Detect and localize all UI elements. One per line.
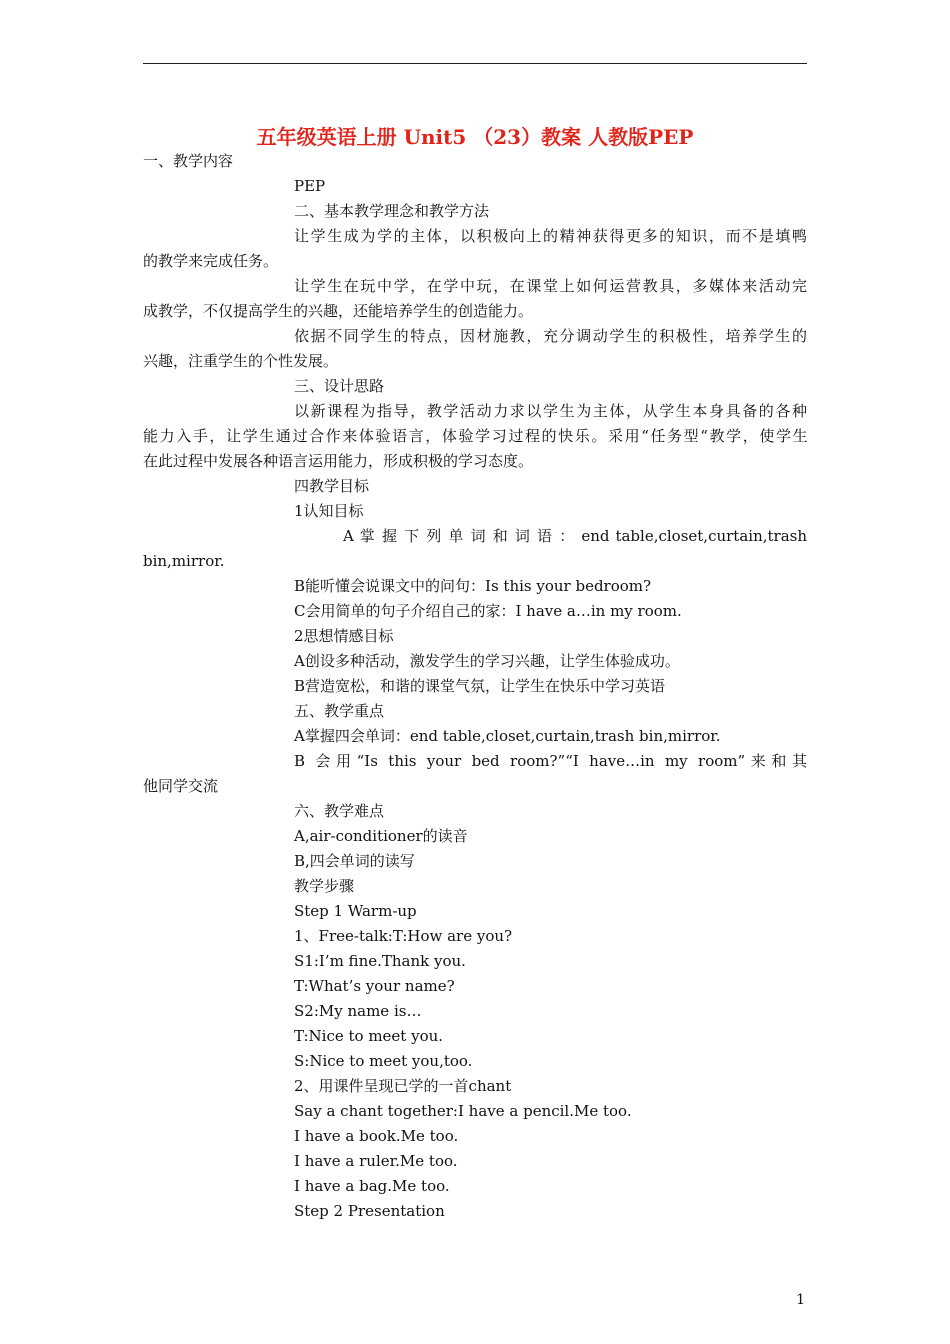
paragraph-line: 的教学来完成任务。 (143, 252, 279, 270)
paragraph-line: 成教学，不仅提高学生的兴趣，还能培养学生的创造能力。 (143, 302, 534, 320)
chant-line: Say a chant together:I have a pencil.Me too. (294, 1102, 632, 1120)
paragraph-line: 让学生成为学的主体，以积极向上的精神获得更多的知识，而不是填鸭 (294, 227, 807, 245)
objective-line: A 掌 握 下 列 单 词 和 词 语 ： end table,closet,curtain,trash (343, 527, 807, 545)
chant-line: I have a book.Me too. (294, 1127, 459, 1145)
paragraph-line: 依据不同学生的特点，因材施教，充分调动学生的积极性，培养学生的 (294, 327, 807, 345)
difficulty-line: A,air-conditioner的读音 (294, 827, 468, 845)
paragraph-line: 让学生在玩中学，在学中玩，在课堂上如何运营教具，多媒体来活动完 (294, 277, 807, 295)
section-heading: 一、教学内容 (143, 152, 234, 170)
difficulty-line: B,四会单词的读写 (294, 852, 415, 870)
key-point-line: B 会用“Is this your bed room?”“I have…in my room”来和其 (294, 752, 807, 770)
subsection-heading: 1认知目标 (294, 502, 364, 520)
dialogue-line: S2:My name is… (294, 1002, 422, 1020)
dialogue-line: S:Nice to meet you,too. (294, 1052, 473, 1070)
document-body (143, 149, 807, 1224)
activity-line: 2、用课件呈现已学的一首chant (294, 1077, 512, 1095)
section-heading: 三、设计思路 (294, 377, 385, 395)
section-heading: 四教学目标 (294, 477, 370, 495)
section-heading: 教学步骤 (294, 877, 355, 895)
dialogue-line: T:Nice to meet you. (294, 1027, 444, 1045)
key-point-line: A掌握四会单词：end table,closet,curtain,trash bin,mirror. (294, 727, 721, 745)
paragraph-line: 以新课程为指导，教学活动力求以学生为主体，从学生本身具备的各种 (294, 402, 807, 420)
dialogue-line: T:What’s your name? (294, 977, 455, 995)
dialogue-line: 1、Free-talk:T:How are you? (294, 927, 513, 945)
section-heading: 五、教学重点 (294, 702, 385, 720)
section-heading: 六、教学难点 (294, 802, 385, 820)
subsection-heading: 2思想情感目标 (294, 627, 394, 645)
text-line: PEP (294, 177, 326, 195)
objective-line: bin,mirror. (143, 552, 225, 570)
objective-line: A创设多种活动，激发学生的学习兴趣，让学生体验成功。 (294, 652, 680, 670)
paragraph-line: 能力入手，让学生通过合作来体验语言，体验学习过程的快乐。采用“任务型“教学，使学生 (143, 427, 807, 445)
chant-line: I have a bag.Me too. (294, 1177, 450, 1195)
header-rule (143, 63, 807, 64)
document-title: 五年级英语上册 Unit5 （23）教案 人教版PEP (256, 125, 694, 149)
section-heading: 二、基本教学理念和教学方法 (294, 202, 490, 220)
paragraph-line: 在此过程中发展各种语言运用能力，形成积极的学习态度。 (143, 452, 534, 470)
chant-line: I have a ruler.Me too. (294, 1152, 458, 1170)
page-number: 1 (796, 1292, 805, 1308)
step-heading: Step 1 Warm-up (294, 902, 417, 920)
step-heading: Step 2 Presentation (294, 1202, 445, 1220)
objective-line: B营造宽松，和谐的课堂气氛，让学生在快乐中学习英语 (294, 677, 666, 695)
dialogue-line: S1:I’m fine.Thank you. (294, 952, 466, 970)
key-point-line: 他同学交流 (143, 777, 219, 795)
objective-line: C会用简单的句子介绍自己的家：I have a…in my room. (294, 602, 682, 620)
paragraph-line: 兴趣，注重学生的个性发展。 (143, 352, 339, 370)
objective-line: B能听懂会说课文中的问句：Is this your bedroom? (294, 577, 652, 595)
